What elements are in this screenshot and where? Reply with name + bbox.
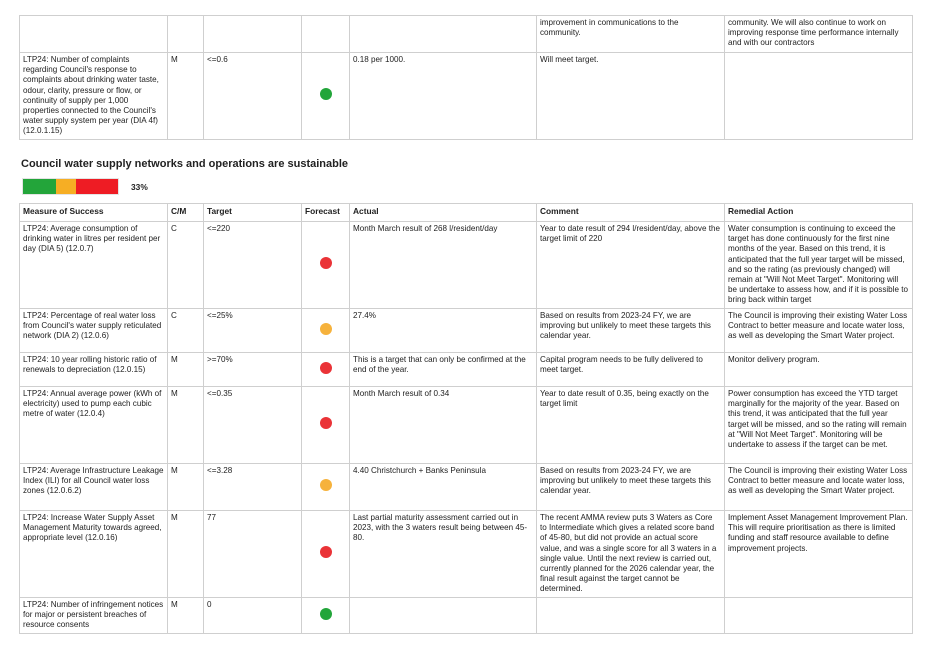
cm-cell: C [168, 222, 204, 309]
table-row [20, 16, 913, 53]
comment-cell [537, 598, 725, 634]
remedial-cell [725, 598, 913, 634]
progress-amber-segment [56, 179, 76, 194]
table-row [20, 511, 913, 598]
measure-cell: LTP24: Increase Water Supply Asset Management Maturity towards agreed, appropriate level (12.0.16) [20, 511, 168, 598]
header-forecast: Forecast [302, 204, 350, 222]
cm-cell: M [168, 598, 204, 634]
target-cell: <=0.35 [204, 387, 302, 464]
header-actual: Actual [350, 204, 537, 222]
remedial-cell: Water consumption is continuing to exceed the target has done continuously for the first nine months of the year. Based on this trend, it is anticipated that the full year target will be missed, and so the rating (as previously changed) will remain at "Will Not Meet Target". Monitoring will be undertake to assess how, and if it is possible to bring back within target [725, 222, 913, 309]
comment-cell: Year to date result of 0.35, being exactly on the target limit [537, 387, 725, 464]
remedial-cell: The Council is improving their existing Water Loss Contract to better measure and locate water loss, as well as developing the Smart Water project. [725, 309, 913, 353]
measure-cell [20, 16, 168, 53]
progress-percent: 33% [131, 182, 148, 192]
cm-cell: M [168, 464, 204, 511]
target-cell: 77 [204, 511, 302, 598]
cm-cell [168, 16, 204, 53]
forecast-cell [302, 222, 350, 309]
cm-cell: M [168, 387, 204, 464]
comment-cell: Based on results from 2023-24 FY, we are improving but unlikely to meet these targets this calendar year. [537, 464, 725, 511]
target-cell: <=3.28 [204, 464, 302, 511]
actual-cell: Month March result of 0.34 [350, 387, 537, 464]
status-progress-bar [22, 178, 119, 195]
comment-cell: Based on results from 2023-24 FY, we are improving but unlikely to meet these targets this calendar year. [537, 309, 725, 353]
table-row [20, 53, 913, 140]
target-cell: <=0.6 [204, 53, 302, 140]
table-row [20, 387, 913, 464]
comment-cell: Capital program needs to be fully delivered to meet target. [537, 353, 725, 387]
section-title: Council water supply networks and operations are sustainable [21, 158, 349, 170]
comment-cell: The recent AMMA review puts 3 Waters as Core to Intermediate which gives a related score band of 45-80, but did not provide an actual score value, and was a single score for all 3 waters in a single value. Until the next review is carried out, currently planned for the 2026 calendar year, the final result against the target cannot be determined. [537, 511, 725, 598]
header-remedial: Remedial Action [725, 204, 913, 222]
target-cell: >=70% [204, 353, 302, 387]
forecast-red-dot-icon [320, 546, 332, 558]
remedial-cell: Implement Asset Management Improvement Plan. This will require prioritisation as there is limited funding and staff resource available to define improvement projects. [725, 511, 913, 598]
header-measure: Measure of Success [20, 204, 168, 222]
remedial-cell [725, 53, 913, 140]
forecast-cell [302, 387, 350, 464]
forecast-cell [302, 309, 350, 353]
cm-cell: M [168, 53, 204, 140]
forecast-red-dot-icon [320, 417, 332, 429]
forecast-red-dot-icon [320, 362, 332, 374]
table-row [20, 598, 913, 634]
remedial-cell: The Council is improving their existing Water Loss Contract to better measure and locate water loss, as well as developing the Smart Water project. [725, 464, 913, 511]
progress-green-segment [23, 179, 56, 194]
comment-cell: improvement in communications to the community. [537, 16, 725, 53]
measure-cell: LTP24: Number of infringement notices for major or persistent breaches of resource consents [20, 598, 168, 634]
actual-cell [350, 598, 537, 634]
table-row [20, 222, 913, 309]
measure-cell: LTP24: Average consumption of drinking water in litres per resident per day (DIA 5) (12.0.7) [20, 222, 168, 309]
progress-red-segment [76, 179, 118, 194]
forecast-cell [302, 353, 350, 387]
header-comment: Comment [537, 204, 725, 222]
forecast-cell [302, 511, 350, 598]
table-row [20, 353, 913, 387]
target-cell: <=220 [204, 222, 302, 309]
forecast-cell [302, 53, 350, 140]
forecast-red-dot-icon [320, 257, 332, 269]
forecast-amber-dot-icon [320, 479, 332, 491]
table-row [20, 309, 913, 353]
comment-cell: Year to date result of 294 l/resident/day, above the target limit of 220 [537, 222, 725, 309]
forecast-cell [302, 598, 350, 634]
previous-measures-table [19, 15, 913, 140]
target-cell [204, 16, 302, 53]
measures-table [19, 203, 913, 634]
forecast-green-dot-icon [320, 88, 332, 100]
remedial-cell: community. We will also continue to work on improving response time performance internally and with our contractors [725, 16, 913, 53]
cm-cell: M [168, 511, 204, 598]
forecast-green-dot-icon [320, 608, 332, 620]
actual-cell: 0.18 per 1000. [350, 53, 537, 140]
header-cm: C/M [168, 204, 204, 222]
cm-cell: M [168, 353, 204, 387]
measure-cell: LTP24: 10 year rolling historic ratio of renewals to depreciation (12.0.15) [20, 353, 168, 387]
target-cell: 0 [204, 598, 302, 634]
header-target: Target [204, 204, 302, 222]
table-header-row [20, 204, 913, 222]
remedial-cell: Power consumption has exceed the YTD target marginally for the majority of the year. Based on this trend, it was anticipated that the full year target will be missed, and so the rating will remain at "Will Not Meet Target". Monitoring will be undertake to assess if the target can be met. [725, 387, 913, 464]
actual-cell: This is a target that can only be confirmed at the end of the year. [350, 353, 537, 387]
table-row [20, 464, 913, 511]
forecast-cell [302, 16, 350, 53]
actual-cell: Month March result of 268 l/resident/day [350, 222, 537, 309]
actual-cell [350, 16, 537, 53]
actual-cell: 4.40 Christchurch + Banks Peninsula [350, 464, 537, 511]
comment-cell: Will meet target. [537, 53, 725, 140]
forecast-cell [302, 464, 350, 511]
measure-cell: LTP24: Average Infrastructure Leakage Index (ILI) for all Council water loss zones (12.0.6.2) [20, 464, 168, 511]
measure-cell: LTP24: Number of complaints regarding Council's response to complaints about drinking water taste, odour, clarity, pressure or flow, or continuity of supply per 1,000 properties connected to the Council's water supply system per year (DIA 4f) (12.0.1.15) [20, 53, 168, 140]
forecast-amber-dot-icon [320, 323, 332, 335]
actual-cell: Last partial maturity assessment carried out in 2023, with the 3 waters result being between 45-80. [350, 511, 537, 598]
measure-cell: LTP24: Annual average power (kWh of electricity) used to pump each cubic metre of water (12.0.4) [20, 387, 168, 464]
target-cell: <=25% [204, 309, 302, 353]
cm-cell: C [168, 309, 204, 353]
remedial-cell: Monitor delivery program. [725, 353, 913, 387]
measure-cell: LTP24: Percentage of real water loss from Council's water supply reticulated network (DIA 2) (12.0.6) [20, 309, 168, 353]
actual-cell: 27.4% [350, 309, 537, 353]
